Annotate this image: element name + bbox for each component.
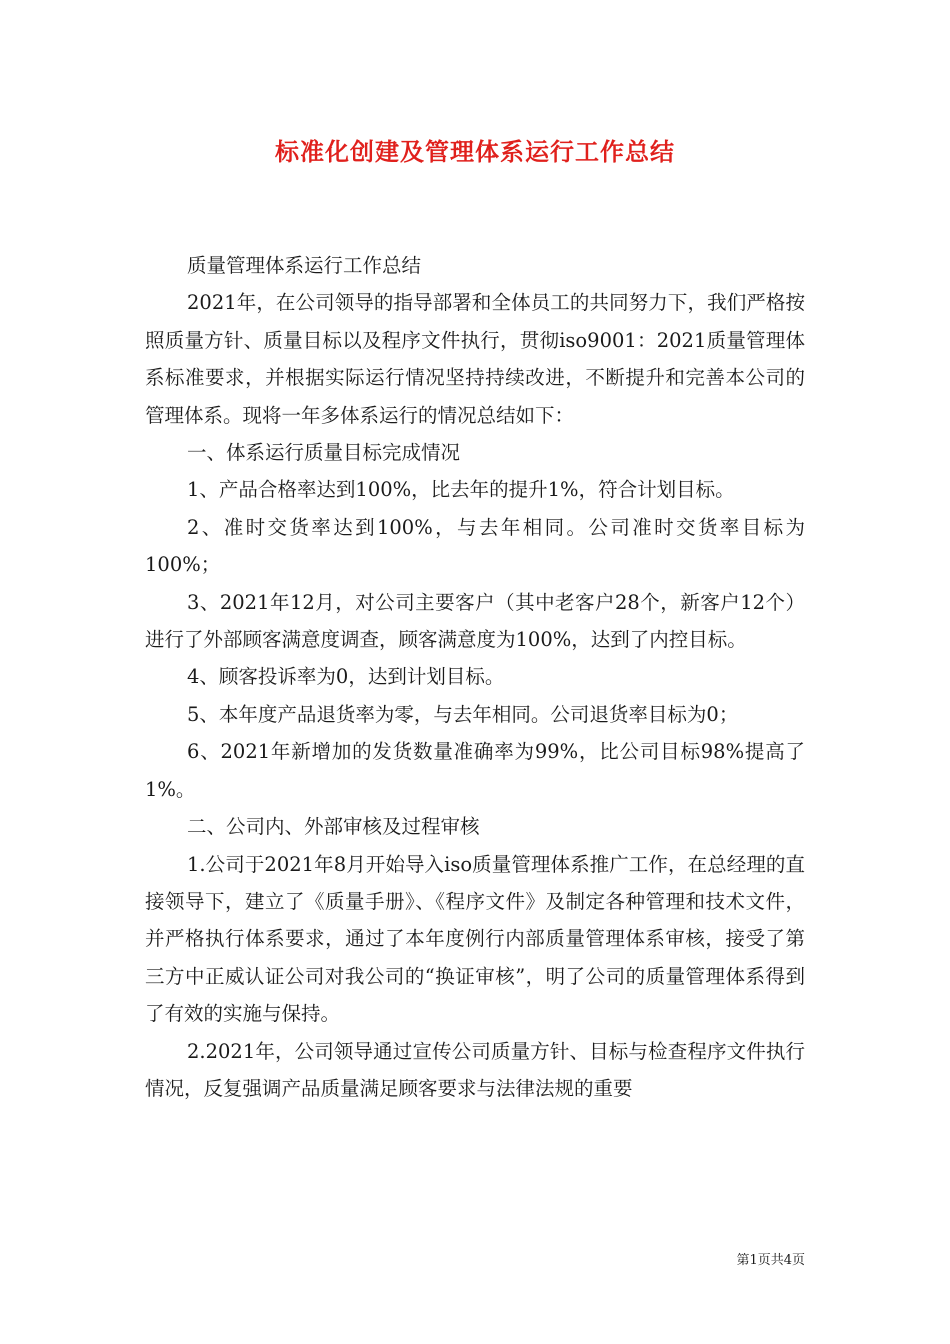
paragraph-item-3: 3、2021年12月，对公司主要客户（其中老客户28个，新客户12个）进行了外部顾客满意度调查，顾客满意度为100%，达到了内控目标。 [145,590,805,652]
paragraph-intro: 2021年，在公司领导的指导部署和全体员工的共同努力下，我们严格按照质量方针、质量目标以及程序文件执行，贯彻iso9001：2021质量管理体系标准要求，并根据实际运行情况坚持持续改进，不断提升和完善本公司的管理体系。现将一年多体系运行的情况总结如下： [145,291,805,427]
paragraph-audit-1: 1.公司于2021年8月开始导入iso质量管理体系推广工作，在总经理的直接领导下，建立了《质量手册》、《程序文件》及制定各种管理和技术文件，并严格执行体系要求，通过了本年度例行内部质量管理体系审核，接受了第三方中正威认证公司对我公司的“换证审核”，明了公司的质量管理体系得到了有效的实施与保持。 [145,852,805,1026]
paragraph-subtitle: 质量管理体系运行工作总结 [187,254,422,277]
document-body [145,247,805,1107]
paragraph-item-2: 2、准时交货率达到100%，与去年相同。公司准时交货率目标为100%； [145,515,805,577]
page-number-footer: 第1页共4页 [736,1253,805,1268]
paragraph-item-4: 4、顾客投诉率为0，达到计划目标。 [187,665,505,689]
paragraph-item-1: 1、产品合格率达到100%，比去年的提升1%，符合计划目标。 [187,478,735,502]
document-title: 标准化创建及管理体系运行工作总结 [275,138,675,166]
paragraph-audit-2: 2.2021年，公司领导通过宣传公司质量方针、目标与检查程序文件执行情况，反复强调产品质量满足顾客要求与法律法规的重要 [145,1039,805,1100]
section-heading-1: 一、体系运行质量目标完成情况 [187,441,461,465]
paragraph-item-5: 5、本年度产品退货率为零，与去年相同。公司退货率目标为0； [187,702,739,726]
paragraph-item-6: 6、2021年新增加的发货数量准确率为99%，比公司目标98%提高了1%。 [145,740,805,801]
section-heading-2: 二、公司内、外部审核及过程审核 [187,815,480,839]
